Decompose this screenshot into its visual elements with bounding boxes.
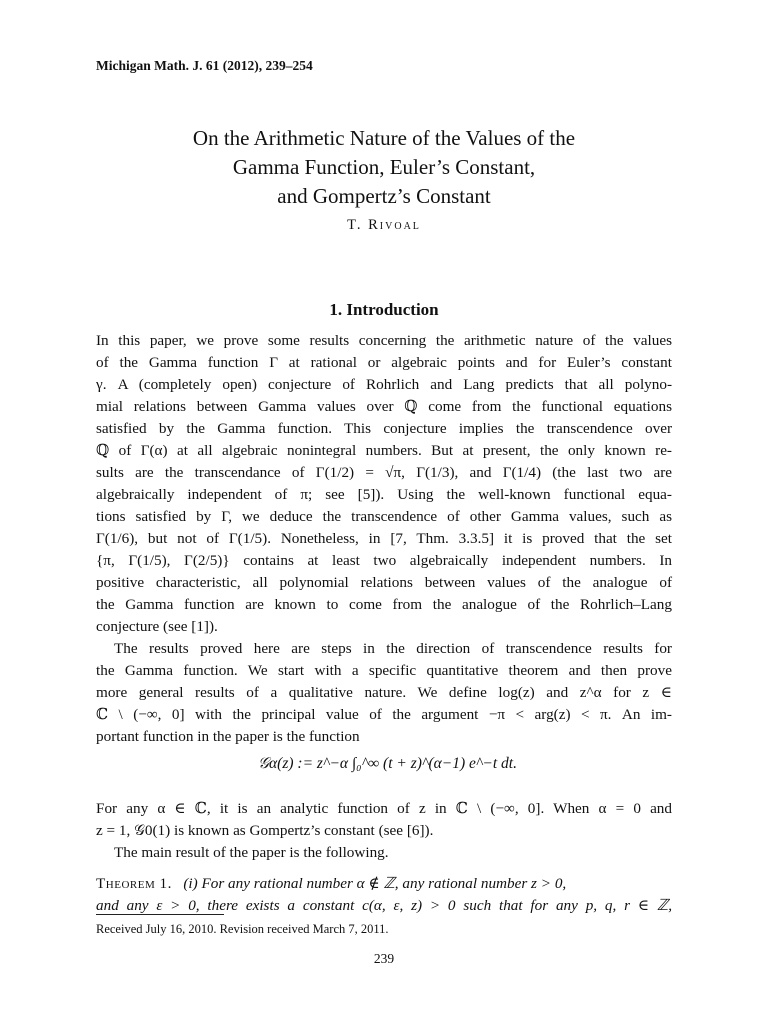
page-number: 239 [373, 951, 395, 966]
body-line: γ. A (completely open) conjecture of Rohrlich and Lang predicts that all polyno- [96, 376, 672, 393]
received-footnote: Received July 16, 2010. Revision received March 7, 2011. [96, 922, 389, 936]
body-line-with-citation[interactable]: conjecture (see [1]). [96, 618, 218, 635]
body-line: sults are the transcendance of Γ(1/2) = √π, Γ(1/3), and Γ(1/4) (the last two are [96, 464, 672, 481]
body-line: The main result of the paper is the following. [114, 844, 389, 861]
author: T. Rivoal [347, 217, 421, 233]
body-line: ℂ \ (−∞, 0] with the principal value of the argument −π < arg(z) < π. An im- [96, 706, 672, 723]
body-line: ℚ of Γ(α) at all algebraic nonintegral numbers. But at present, the only known re- [96, 442, 672, 459]
body-line: positive characteristic, all polynomial relations between values of the analogue of [96, 574, 672, 591]
theorem-first-line [96, 873, 672, 895]
body-line-with-citation[interactable]: algebraically independent of π; see [5]). Using the well-known functional equa- [96, 486, 672, 503]
body-line: more general results of a qualitative nature. We define log(z) and z^α for z ∈ [96, 684, 672, 701]
footnote-rule [96, 914, 224, 915]
body-line: In this paper, we prove some results concerning the arithmetic nature of the values [96, 332, 672, 349]
theorem-text: (i) For any rational number α ∉ ℤ, any rational number z > 0, [183, 875, 567, 892]
title-line: and Gompertz’s Constant [277, 184, 491, 208]
display-equation-gompertz: 𝒢α(z) := z^−α ∫₀^∞ (t + z)^(α−1) e^−t dt. [258, 755, 517, 772]
body-line: portant function in the paper is the function [96, 728, 360, 745]
body-line: tions satisfied by Γ, we deduce the transcendence of other Gamma values, such as [96, 508, 672, 525]
theorem-label: Theorem 1. [96, 875, 172, 892]
body-line: mial relations between Gamma values over ℚ come from the functional equations [96, 398, 672, 415]
body-line: For any α ∈ ℂ, it is an analytic function of z in ℂ \ (−∞, 0]. When α = 0 and [96, 800, 672, 817]
body-line-with-citation[interactable]: Γ(1/6), but not of Γ(1/5). Nonetheless, in [7, Thm. 3.3.5] it is proved that the set [96, 530, 672, 547]
body-line: the Gamma function are known to come from the analogue of the Rohrlich–Lang [96, 596, 672, 613]
body-line: satisfied by the Gamma function. This conjecture implies the transcendence over [96, 420, 672, 437]
body-line: of the Gamma function Γ at rational or algebraic points and for Euler’s constant [96, 354, 672, 371]
paper-title [96, 124, 672, 211]
journal-citation: Michigan Math. J. 61 (2012), 239–254 [96, 58, 313, 73]
body-line: the Gamma function. We start with a specific quantitative theorem and then prove [96, 662, 672, 679]
title-line: On the Arithmetic Nature of the Values of the [192, 126, 576, 150]
body-line: {π, Γ(1/5), Γ(2/5)} contains at least two algebraically independent numbers. In [96, 552, 672, 569]
body-line: The results proved here are steps in the direction of transcendence results for [114, 640, 672, 657]
theorem-line: and any ε > 0, there exists a constant c(α, ε, z) > 0 such that for any p, q, r ∈ ℤ, [96, 897, 672, 914]
body-line-with-citation[interactable]: z = 1, 𝒢0(1) is known as Gompertz’s constant (see [6]). [96, 822, 434, 839]
title-line: Gamma Function, Euler’s Constant, [232, 155, 536, 179]
section-heading: 1. Introduction [329, 300, 439, 319]
